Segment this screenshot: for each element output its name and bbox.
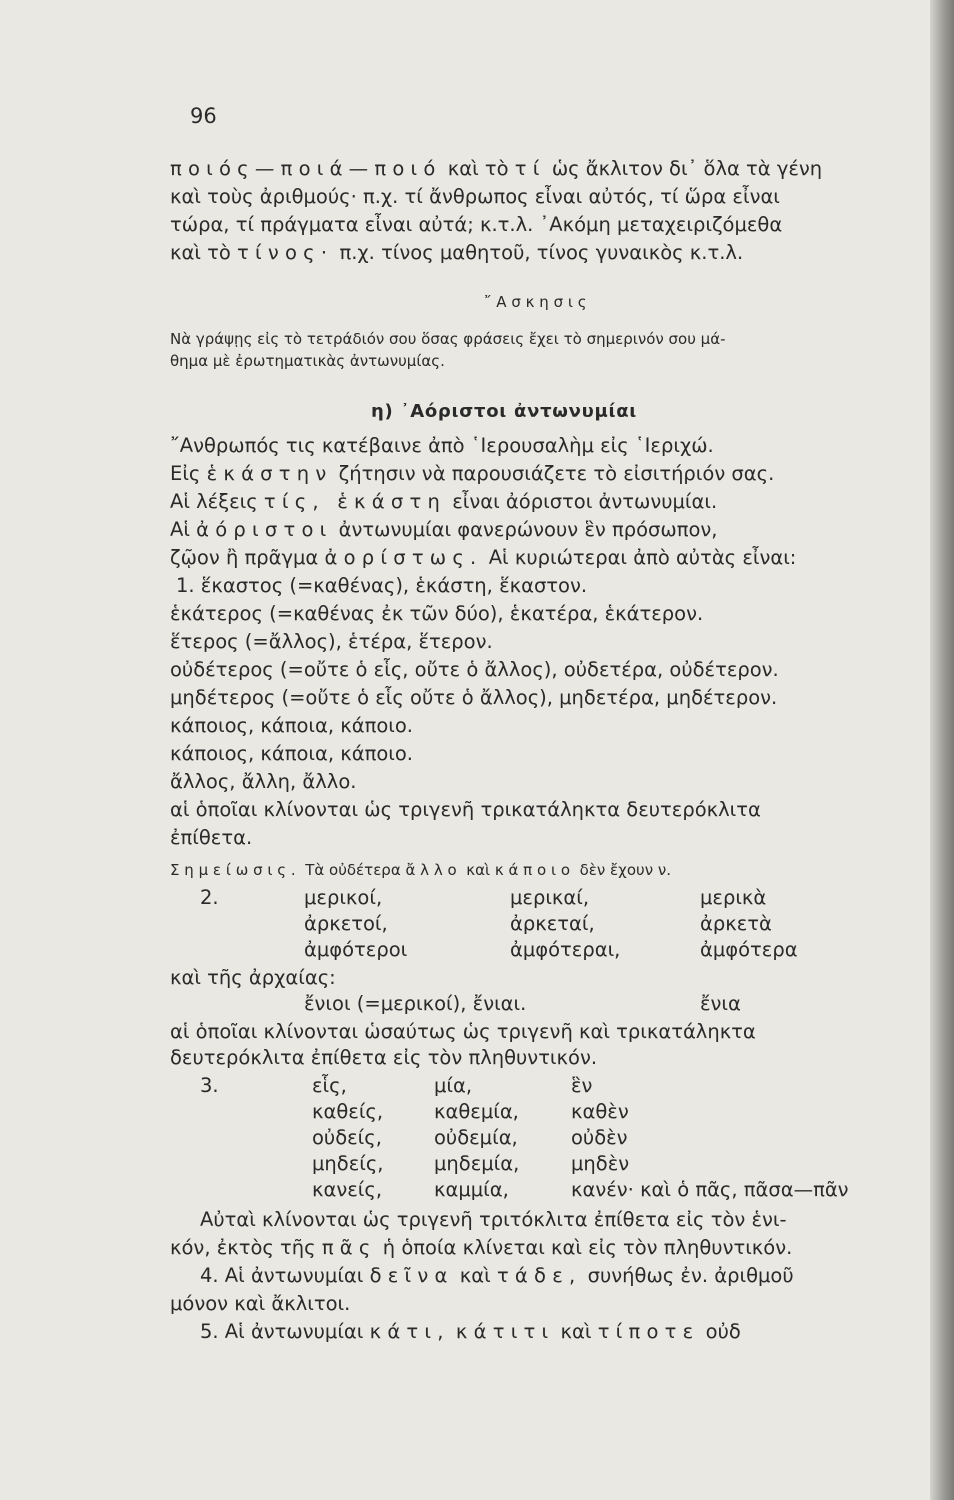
text-line: ποιός—ποιά—ποιό καὶ τὸ τί ὡς ἄκλιτον δι᾿ ὅλα τὰ γένη (170, 157, 823, 180)
table-cell: ἀρκετοί, (304, 912, 388, 935)
table-cell: οὐδὲν (571, 1126, 628, 1149)
table-cell: καθὲν (571, 1100, 629, 1123)
table-cell: μηδὲν (571, 1152, 630, 1175)
text-line: μόνον καὶ ἄκλιτοι. (170, 1292, 351, 1315)
table-cell: κανείς, (312, 1178, 383, 1201)
text-line: Αὐταὶ κλίνονται ὡς τριγενῆ τριτόκλιτα ἐπίθετα εἰς τὸν ἑνι- (200, 1208, 787, 1231)
list-item: μηδέτερος (=οὔτε ὁ εἷς οὔτε ὁ ἄλλος), μηδετέρα, μηδέτερον. (170, 686, 778, 709)
section-heading: η) ᾿Αόριστοι ἀντωνυμίαι (371, 401, 638, 422)
text-line: καὶ τῆς ἀρχαίας: (170, 966, 336, 989)
text-line: δευτερόκλιτα ἐπίθετα εἰς τὸν πληθυντικόν. (170, 1046, 598, 1069)
text-line: κόν, ἐκτὸς τῆς πᾶς ἡ ὁποία κλίνεται καὶ εἰς τὸν πληθυντικόν. (170, 1236, 793, 1259)
text-line: αἱ ὁποῖαι κλίνονται ὡς τριγενῆ τρικατάληκτα δευτερόκλιτα (170, 798, 761, 821)
text-line: ἐπίθετα. (170, 826, 253, 849)
exercise-title: ῎Ασκησις (484, 293, 592, 311)
table-cell: ἔνιοι (=μερικοί), ἔνιαι. (304, 992, 527, 1015)
table-cell: καμμία, (434, 1178, 509, 1201)
text-line: 4. Αἱ ἀντωνυμίαι δεῖνα καὶ τάδε, συνήθως ἐν. ἀριθμοῦ (200, 1264, 794, 1287)
text-line: ζῷον ἢ πρᾶγμα ἀορίστως. Αἱ κυριώτεραι ἀπὸ αὐτὰς εἶναι: (170, 546, 797, 569)
table-cell: ἀμφότεροι (304, 938, 408, 961)
item-number: 3. (200, 1074, 219, 1097)
list-item: ἄλλος, ἄλλη, ἄλλο. (170, 770, 357, 793)
note-line: Σημείωσις. Τὰ οὐδέτερα ἄλλο καὶ κάποιο δὲν ἔχουν ν. (170, 861, 671, 879)
table-cell: μηδείς, (312, 1152, 384, 1175)
exercise-text: θημα μὲ ἐρωτηματικὰς ἀντωνυμίας. (170, 352, 445, 370)
table-cell: μερικοί, (304, 886, 383, 909)
table-cell: μερικὰ (700, 886, 767, 909)
table-cell: ἀμφότεραι, (510, 938, 621, 961)
table-cell: ἔνια (700, 992, 741, 1015)
table-cell: εἷς, (312, 1074, 347, 1097)
text-line: 5. Αἱ ἀντωνυμίαι κάτι, κάτιτι καὶ τίποτε οὐδ (200, 1320, 741, 1343)
text-line: τώρα, τί πράγματα εἶναι αὐτά; κ.τ.λ. ᾿Ακόμη μεταχειριζόμεθα (170, 213, 783, 236)
list-item: ἕτερος (=ἄλλος), ἑτέρα, ἕτερον. (170, 630, 493, 653)
text-line: ῎Ανθρωπός τις κατέβαινε ἀπὸ ῾Ιερουσαλὴμ εἰς ῾Ιεριχώ. (170, 434, 714, 457)
exercise-text: Νὰ γράψῃς εἰς τὸ τετράδιόν σου ὅσας φράσεις ἔχει τὸ σημερινόν σου μά- (170, 330, 726, 348)
table-cell: ἀρκετὰ (700, 912, 772, 935)
list-item: κάποιος, κάποια, κάποιο. (170, 714, 413, 737)
text-line: αἱ ὁποῖαι κλίνονται ὡσαύτως ὡς τριγενῆ καὶ τρικατάληκτα (170, 1020, 756, 1043)
text-line: καὶ τοὺς ἀριθμούς· π.χ. τί ἄνθρωπος εἶναι αὐτός, τί ὥρα εἶναι (170, 185, 780, 208)
table-cell: οὐδεμία, (434, 1126, 518, 1149)
list-item: ἑκάτερος (=καθένας ἐκ τῶν δύο), ἑκατέρα, ἑκάτερον. (170, 602, 704, 625)
table-cell: μηδεμία, (434, 1152, 520, 1175)
table-cell: ἀρκεταί, (510, 912, 595, 935)
text-line: Αἱ ἀόριστοι ἀντωνυμίαι φανερώνουν ἓν πρόσωπον, (170, 518, 718, 541)
page-edge-shadow (930, 0, 954, 1500)
table-cell: ἀμφότερα (700, 938, 798, 961)
table-cell: καθεμία, (434, 1100, 519, 1123)
list-item: κάποιος, κάποια, κάποιο. (170, 742, 413, 765)
table-cell: οὐδείς, (312, 1126, 382, 1149)
page-number: 96 (190, 104, 217, 128)
text-line: Εἰς ἑκάστην ζήτησιν νὰ παρουσιάζετε τὸ εἰσιτήριόν σας. (170, 462, 775, 485)
table-cell: καθείς, (312, 1100, 384, 1123)
item-number: 2. (200, 886, 219, 909)
text-line: Αἱ λέξεις τίς, ἑκάστη εἶναι ἀόριστοι ἀντωνυμίαι. (170, 490, 718, 513)
table-cell: μία, (434, 1074, 473, 1097)
table-cell: ἓν (571, 1074, 593, 1097)
list-item: 1. ἕκαστος (=καθένας), ἑκάστη, ἕκαστον. (176, 574, 588, 597)
text-line: καὶ τὸ τίνος· π.χ. τίνος μαθητοῦ, τίνος γυναικὸς κ.τ.λ. (170, 241, 744, 264)
list-item: οὐδέτερος (=οὔτε ὁ εἷς, οὔτε ὁ ἄλλος), οὐδετέρα, οὐδέτερον. (170, 658, 779, 681)
table-cell: κανέν· καὶ ὁ πᾶς, πᾶσα—πᾶν (571, 1178, 849, 1201)
table-cell: μερικαί, (510, 886, 590, 909)
